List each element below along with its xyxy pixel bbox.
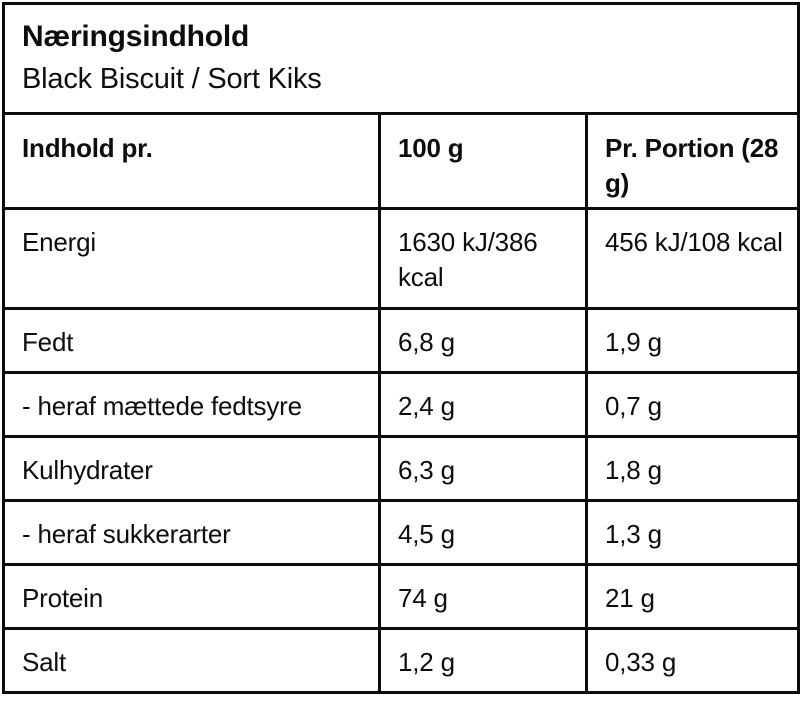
value-per-100g: 1630 kJ/386 kcal <box>380 209 587 309</box>
table-row-maettede-fedtsyre <box>4 373 799 437</box>
table-row-salt <box>4 629 799 693</box>
nutrient-label: Fedt <box>4 309 380 373</box>
value-per-portion: 0,7 g <box>587 373 799 437</box>
value-per-portion: 1,3 g <box>587 501 799 565</box>
column-header-row <box>4 114 799 209</box>
nutrient-label: - heraf sukkerarter <box>4 501 380 565</box>
table-row-protein <box>4 565 799 629</box>
col-header-portion: Pr. Portion (28 g) <box>587 114 799 209</box>
value-per-100g: 4,5 g <box>380 501 587 565</box>
value-per-portion: 21 g <box>587 565 799 629</box>
value-per-portion: 456 kJ/108 kcal <box>587 209 799 309</box>
table-row-sukkerarter <box>4 501 799 565</box>
value-per-portion: 1,8 g <box>587 437 799 501</box>
value-per-100g: 1,2 g <box>380 629 587 693</box>
product-name: Black Biscuit / Sort Kiks <box>22 62 322 95</box>
col-header-indhold: Indhold pr. <box>4 114 380 209</box>
table-row-kulhydrater <box>4 437 799 501</box>
value-per-100g: 74 g <box>380 565 587 629</box>
nutrient-label: Salt <box>4 629 380 693</box>
col-header-100g: 100 g <box>380 114 587 209</box>
nutrient-label: - heraf mættede fedtsyre <box>4 373 380 437</box>
table-row-energi <box>4 209 799 309</box>
value-per-portion: 0,33 g <box>587 629 799 693</box>
table-row-fedt <box>4 309 799 373</box>
nutrition-table <box>2 2 800 694</box>
value-per-portion: 1,9 g <box>587 309 799 373</box>
nutrient-label: Protein <box>4 565 380 629</box>
title-cell <box>4 4 799 114</box>
value-per-100g: 2,4 g <box>380 373 587 437</box>
nutrient-label: Kulhydrater <box>4 437 380 501</box>
title-band <box>4 4 799 114</box>
table-title: Næringsindhold <box>22 20 250 53</box>
value-per-100g: 6,3 g <box>380 437 587 501</box>
nutrient-label: Energi <box>4 209 380 309</box>
value-per-100g: 6,8 g <box>380 309 587 373</box>
